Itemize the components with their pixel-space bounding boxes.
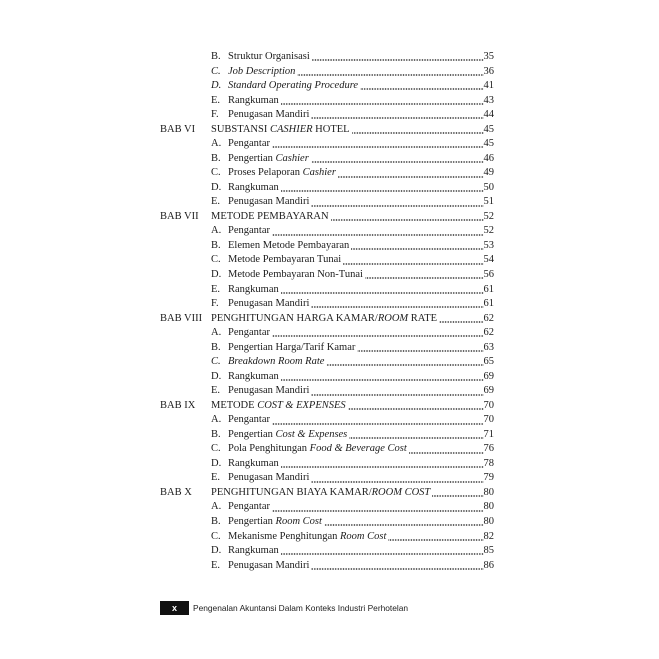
title-text-run: Rangkuman bbox=[228, 545, 279, 557]
chapter-number: BAB IX bbox=[160, 399, 196, 411]
dot-leader bbox=[439, 312, 483, 327]
section-letter: C. bbox=[211, 530, 221, 542]
section-title bbox=[228, 152, 309, 167]
dot-leader bbox=[352, 123, 484, 138]
title-text-run: Struktur Organisasi bbox=[228, 51, 310, 62]
toc-section-row bbox=[160, 413, 494, 428]
title-text-run: Room Cost bbox=[339, 530, 387, 542]
page-number: 51 bbox=[483, 196, 494, 208]
title-text-run: Penugasan Mandiri bbox=[228, 472, 310, 484]
title-text-run: Pengantar bbox=[228, 327, 270, 339]
page-number: 65 bbox=[483, 356, 494, 368]
dot-leader bbox=[272, 326, 484, 341]
title-text-run: PENGHITUNGAN HARGA KAMAR/ bbox=[211, 312, 378, 324]
section-title bbox=[228, 341, 355, 356]
toc-chapter-row bbox=[160, 486, 494, 501]
dot-leader bbox=[343, 253, 483, 268]
section-letter: C. bbox=[211, 167, 221, 179]
toc-section-row bbox=[160, 355, 494, 370]
section-title bbox=[228, 442, 407, 457]
chapter-title bbox=[211, 399, 346, 414]
section-letter: F. bbox=[211, 298, 219, 310]
page-number: 49 bbox=[483, 167, 494, 179]
toc-section-row bbox=[160, 428, 494, 443]
dot-leader bbox=[311, 195, 483, 210]
chapter-title bbox=[211, 210, 329, 225]
section-letter: C. bbox=[211, 443, 221, 455]
title-text-run: Pengertian bbox=[228, 152, 276, 164]
toc-section-row bbox=[160, 181, 494, 196]
page-number: 82 bbox=[483, 530, 494, 542]
section-title bbox=[228, 50, 310, 65]
page-number: 76 bbox=[483, 443, 494, 455]
page-number: 63 bbox=[483, 341, 494, 353]
section-title bbox=[228, 253, 341, 268]
chapter-number: BAB VIII bbox=[160, 312, 203, 324]
title-text-run: Penugasan Mandiri bbox=[228, 559, 310, 571]
page-number: 70 bbox=[483, 399, 494, 411]
title-text-run: Penugasan Mandiri bbox=[228, 109, 310, 121]
toc-section-row bbox=[160, 253, 494, 268]
chapter-number: BAB X bbox=[160, 486, 192, 498]
page-number: 56 bbox=[483, 268, 494, 280]
title-text-run: Rangkuman bbox=[228, 94, 279, 106]
title-text-run: Pengertian bbox=[228, 516, 276, 527]
title-text-run: Pengantar bbox=[228, 414, 270, 426]
section-letter: B. bbox=[211, 239, 221, 251]
dot-leader bbox=[297, 65, 483, 80]
toc-section-row bbox=[160, 94, 494, 109]
page-number: 71 bbox=[483, 428, 494, 440]
section-letter: A. bbox=[211, 501, 222, 513]
dot-leader bbox=[272, 413, 484, 428]
title-text-run: Pengantar bbox=[228, 138, 270, 150]
page-number: 86 bbox=[483, 559, 494, 571]
title-text-run: Food & Beverage Cost bbox=[309, 443, 407, 455]
section-title bbox=[228, 297, 309, 312]
dot-leader bbox=[311, 384, 483, 399]
page-number: 80 bbox=[483, 486, 494, 498]
dot-leader bbox=[326, 355, 483, 370]
page-number: 45 bbox=[483, 123, 494, 135]
title-text-run: Pengertian Harga/Tarif Kamar bbox=[228, 341, 356, 353]
toc-section-row bbox=[160, 137, 494, 152]
section-title bbox=[228, 500, 270, 515]
title-text-run: Mekanisme Penghitungan bbox=[228, 530, 340, 542]
dot-leader bbox=[348, 399, 484, 414]
toc-section-row bbox=[160, 544, 494, 559]
title-text-run: Penugasan Mandiri bbox=[228, 298, 310, 310]
section-title bbox=[228, 544, 279, 559]
page-number: 44 bbox=[483, 109, 494, 121]
dot-leader bbox=[388, 530, 483, 545]
section-title bbox=[228, 166, 336, 181]
section-letter: D. bbox=[211, 181, 222, 193]
dot-leader bbox=[311, 108, 483, 123]
page-number: 85 bbox=[483, 545, 494, 557]
page-number: 61 bbox=[483, 298, 494, 310]
toc-section-row bbox=[160, 166, 494, 181]
section-title bbox=[228, 428, 347, 443]
section-letter: E. bbox=[211, 472, 221, 484]
title-text-run: Penugasan Mandiri bbox=[228, 196, 310, 208]
toc-chapter-row bbox=[160, 312, 494, 327]
title-text-run: HOTEL bbox=[312, 123, 350, 135]
section-title bbox=[228, 137, 270, 152]
title-text-run: Cashier bbox=[275, 152, 309, 164]
dot-leader bbox=[351, 239, 483, 254]
chapter-number: BAB VII bbox=[160, 210, 199, 222]
section-title bbox=[228, 559, 309, 574]
title-text-run: PENGHITUNGAN BIAYA KAMAR/ bbox=[211, 486, 372, 498]
page-number: 54 bbox=[483, 254, 494, 266]
chapter-title bbox=[211, 123, 350, 138]
title-text-run: Room Cost bbox=[275, 516, 322, 527]
section-title bbox=[228, 195, 309, 210]
section-letter: E. bbox=[211, 385, 221, 397]
title-text-run: Rangkuman bbox=[228, 181, 279, 193]
section-title bbox=[228, 413, 270, 428]
page-number: 62 bbox=[483, 312, 494, 324]
dot-leader bbox=[432, 486, 483, 501]
page-number: 35 bbox=[483, 51, 494, 62]
toc-section-row bbox=[160, 457, 494, 472]
section-letter: D. bbox=[211, 268, 222, 280]
dot-leader bbox=[349, 428, 483, 443]
section-letter: B. bbox=[211, 152, 221, 164]
toc-section-row bbox=[160, 341, 494, 356]
chapter-title bbox=[211, 312, 437, 327]
section-letter: A. bbox=[211, 138, 222, 150]
toc-chapter-row bbox=[160, 399, 494, 414]
page-number: 80 bbox=[483, 516, 494, 527]
title-text-run: Penugasan Mandiri bbox=[228, 385, 310, 397]
page-number: 52 bbox=[483, 210, 494, 222]
page-number: 46 bbox=[483, 152, 494, 164]
title-text-run: Standard Operating Procedure bbox=[228, 80, 359, 92]
title-text-run: Rangkuman bbox=[228, 283, 279, 295]
dot-leader bbox=[311, 152, 484, 167]
dot-leader bbox=[311, 297, 483, 312]
section-letter: A. bbox=[211, 414, 222, 426]
toc-section-row bbox=[160, 297, 494, 312]
toc-section-row bbox=[160, 530, 494, 545]
page-number-badge: x bbox=[160, 601, 189, 615]
chapter-title bbox=[211, 486, 430, 501]
section-letter: F. bbox=[211, 109, 219, 121]
dot-leader bbox=[312, 50, 484, 65]
section-title bbox=[228, 268, 363, 283]
dot-leader bbox=[281, 181, 484, 196]
section-title bbox=[228, 108, 309, 123]
dot-leader bbox=[357, 341, 483, 356]
title-text-run: Job Description bbox=[228, 65, 296, 77]
section-letter: A. bbox=[211, 327, 222, 339]
title-text-run: Cost & Expenses bbox=[275, 428, 348, 440]
toc-section-row bbox=[160, 108, 494, 123]
section-title bbox=[228, 384, 309, 399]
title-text-run: COST & EXPENSES bbox=[257, 399, 346, 411]
section-title bbox=[228, 515, 322, 530]
dot-leader bbox=[311, 471, 483, 486]
chapter-number: BAB VI bbox=[160, 123, 196, 135]
section-title bbox=[228, 94, 279, 109]
page-number: 69 bbox=[483, 370, 494, 382]
toc-section-row bbox=[160, 152, 494, 167]
toc-section-row bbox=[160, 50, 494, 65]
section-letter: B. bbox=[211, 341, 221, 353]
page-number: 50 bbox=[483, 181, 494, 193]
section-title bbox=[228, 355, 324, 370]
section-letter: B. bbox=[211, 516, 221, 527]
toc-section-row bbox=[160, 370, 494, 385]
dot-leader bbox=[281, 544, 484, 559]
dot-leader bbox=[272, 137, 484, 152]
page-number: 41 bbox=[483, 80, 494, 92]
toc-section-row bbox=[160, 559, 494, 574]
title-text-run: Pengertian bbox=[228, 428, 276, 440]
page-number: 78 bbox=[483, 457, 494, 469]
title-text-run: Rangkuman bbox=[228, 457, 279, 469]
toc-section-row bbox=[160, 195, 494, 210]
dot-leader bbox=[324, 515, 484, 530]
toc-section-row bbox=[160, 384, 494, 399]
dot-leader bbox=[360, 79, 483, 94]
page-number: 69 bbox=[483, 385, 494, 397]
dot-leader bbox=[409, 442, 484, 457]
section-title bbox=[228, 370, 279, 385]
section-letter: D. bbox=[211, 80, 222, 92]
title-text-run: CASHIER bbox=[269, 123, 313, 135]
title-text-run: Pola Penghitungan bbox=[228, 443, 310, 455]
section-title bbox=[228, 530, 386, 545]
table-of-contents bbox=[160, 50, 494, 573]
section-title bbox=[228, 65, 295, 80]
toc-section-row bbox=[160, 65, 494, 80]
section-letter: D. bbox=[211, 457, 222, 469]
dot-leader bbox=[272, 500, 484, 515]
dot-leader bbox=[365, 268, 484, 283]
title-text-run: ROOM bbox=[377, 312, 409, 324]
section-title bbox=[228, 224, 270, 239]
page-number: 53 bbox=[483, 239, 494, 251]
title-text-run: METODE PEMBAYARAN bbox=[211, 210, 329, 222]
section-letter: E. bbox=[211, 559, 221, 571]
section-title bbox=[228, 283, 279, 298]
title-text-run: Rangkuman bbox=[228, 370, 279, 382]
section-letter: D. bbox=[211, 370, 222, 382]
section-title bbox=[228, 471, 309, 486]
section-title bbox=[228, 457, 279, 472]
toc-section-row bbox=[160, 79, 494, 94]
section-letter: B. bbox=[211, 428, 221, 440]
dot-leader bbox=[281, 370, 484, 385]
toc-section-row bbox=[160, 471, 494, 486]
title-text-run: Cashier bbox=[302, 167, 336, 179]
section-title bbox=[228, 326, 270, 341]
dot-leader bbox=[281, 457, 484, 472]
title-text-run: Pengantar bbox=[228, 225, 270, 237]
title-text-run: Proses Pelaporan bbox=[228, 167, 303, 179]
section-letter: E. bbox=[211, 196, 221, 208]
title-text-run: Metode Pembayaran Non-Tunai bbox=[228, 268, 363, 280]
title-text-run: Pengantar bbox=[228, 501, 270, 513]
title-text-run: Breakdown Room Rate bbox=[228, 356, 325, 368]
running-footer-title: Pengenalan Akuntansi Dalam Konteks Industri Perhotelan bbox=[193, 603, 409, 613]
title-text-run: METODE bbox=[211, 399, 258, 411]
page-number: 45 bbox=[483, 138, 494, 150]
toc-section-row bbox=[160, 283, 494, 298]
toc-section-row bbox=[160, 442, 494, 457]
title-text-run: SUBSTANSI bbox=[211, 123, 270, 135]
toc-section-row bbox=[160, 268, 494, 283]
section-title bbox=[228, 181, 279, 196]
toc-chapter-row bbox=[160, 123, 494, 138]
page-number: 36 bbox=[483, 65, 494, 77]
page-number: 61 bbox=[483, 283, 494, 295]
toc-section-row bbox=[160, 500, 494, 515]
section-title bbox=[228, 239, 349, 254]
dot-leader bbox=[281, 283, 484, 298]
section-letter: E. bbox=[211, 283, 221, 295]
section-letter: E. bbox=[211, 94, 221, 106]
toc-section-row bbox=[160, 515, 494, 530]
dot-leader bbox=[281, 94, 484, 109]
dot-leader bbox=[272, 224, 484, 239]
section-letter: C. bbox=[211, 65, 221, 77]
page-footer bbox=[160, 601, 408, 615]
title-text-run: Metode Pembayaran Tunai bbox=[228, 254, 342, 266]
title-text-run: ROOM COST bbox=[371, 486, 431, 498]
section-letter: C. bbox=[211, 254, 221, 266]
page-number: 43 bbox=[483, 94, 494, 106]
toc-section-row bbox=[160, 224, 494, 239]
title-text-run: RATE bbox=[408, 312, 438, 324]
dot-leader bbox=[338, 166, 484, 181]
toc-section-row bbox=[160, 239, 494, 254]
toc-section-row bbox=[160, 326, 494, 341]
page-number: 52 bbox=[483, 225, 494, 237]
page-number: 70 bbox=[483, 414, 494, 426]
section-title bbox=[228, 79, 358, 94]
toc-chapter-row bbox=[160, 210, 494, 225]
page-number: 62 bbox=[483, 327, 494, 339]
section-letter: D. bbox=[211, 545, 222, 557]
page-number: 80 bbox=[483, 501, 494, 513]
section-letter: C. bbox=[211, 356, 221, 368]
dot-leader bbox=[311, 559, 483, 574]
section-letter: A. bbox=[211, 225, 222, 237]
page-number: 79 bbox=[483, 472, 494, 484]
title-text-run: Elemen Metode Pembayaran bbox=[228, 239, 350, 251]
section-letter: B. bbox=[211, 51, 221, 62]
dot-leader bbox=[331, 210, 484, 225]
